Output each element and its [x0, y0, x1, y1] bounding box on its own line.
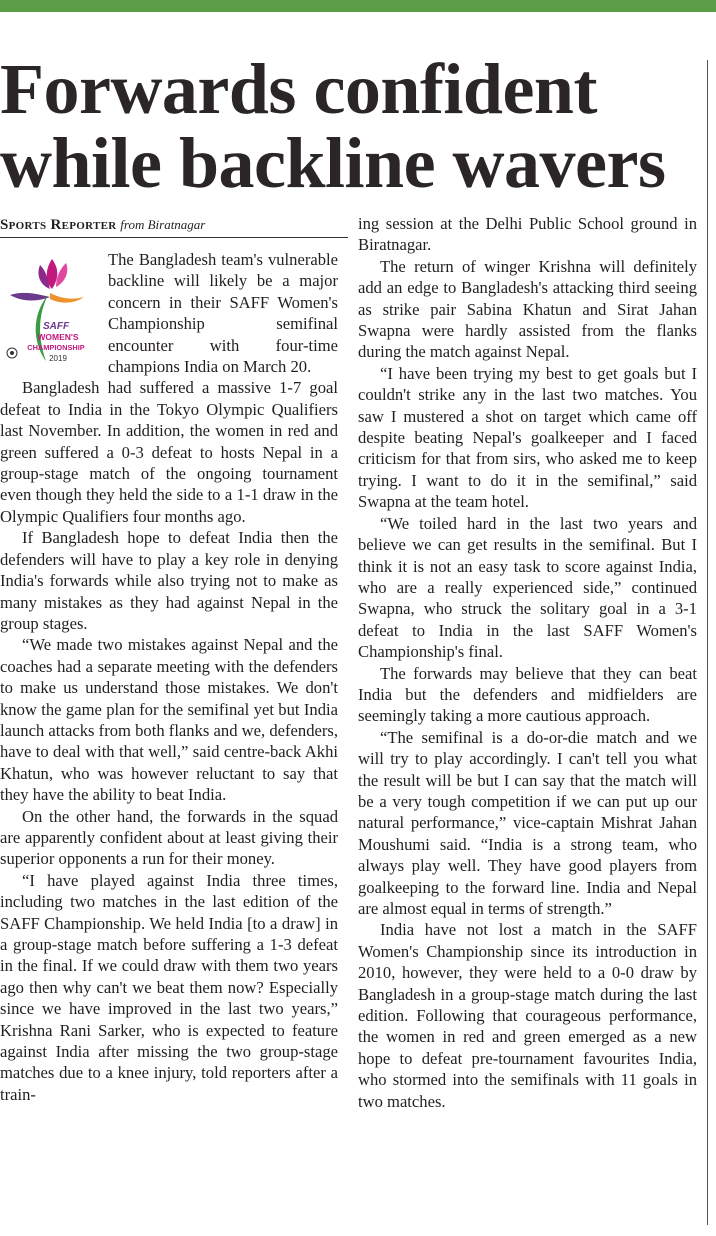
paragraph: The return of winger Krishna will definitely add an edge to Bangladesh's attacking third seeing as strike pair Sabina Khatun and Sirat Jahan Swapna were hardly assisted from the flanks during the match against Nepal. [358, 256, 697, 362]
headline-line-2: while backline wavers [0, 123, 666, 203]
paragraph: “The semifinal is a do-or-die match and we will try to play accordingly. I can't tell you what the result will be but I can say that the match will be a very tough competition if we can put up our natural performance,” vice-captain Mishrat Jahan Moushumi said. “India is a strong team, who always play well. They have good players from goalkeeping to the forward line. India and Nepal are almost equal in terms of strength.” [358, 727, 697, 918]
logo-swoosh-icon [50, 293, 84, 303]
paragraph: “I have been trying my best to get goals but I couldn't strike any in the last two matches. You saw I mustered a shot on target which came off despite beating Nepal's goalkeeper and I faced criticism for that from sirs, who asked me to keep trying. I want to do it in the semifinal,” said Swapna at the team hotel. [358, 363, 697, 512]
paragraph: The Bangladesh team's vulnerable backline will likely be a major concern in their SAFF Women's Championship semifinal encounter with four-time champions India on March 20. [108, 250, 338, 377]
article-column-2 [358, 213, 697, 1112]
logo-womens-text: WOMEN'S [37, 332, 79, 342]
logo-saff-text: SAFF [42, 321, 70, 332]
logo-flame-icon [56, 263, 67, 287]
byline-location: from Biratnagar [120, 217, 206, 232]
paragraph: Bangladesh had suffered a massive 1-7 goal defeat to India in the Tokyo Olympic Qualifiers last November. In addition, the women in red and green suffered a 0-3 defeat to hosts Nepal in a group-stage match of the ongoing tournament even though they held the side to a 1-1 draw in the Olympic Qualifiers four months ago. [0, 378, 338, 526]
paragraph: “We made two mistakes against Nepal and the coaches had a separate meeting with the defenders to make us understand those mistakes. We don't know the game plan for the semifinal yet but India launch attacks from both flanks and we, defenders, have to deal with that well,” said centre-back Akhi Khatun, who was however reluctant to say that they have the ability to beat India. [0, 635, 338, 805]
logo-championship-text: CHAMPIONSHIP [27, 343, 85, 352]
paragraph: India have not lost a match in the SAFF Women's Championship since its introduction in 2010, however, they were held to a 0-0 draw by Bangladesh in a group-stage match during the last edition. Following that courageous performance, the women in red and green emerged as a new hope to defeat pre-tournament favourites India, who stormed into the semifinals with 11 goals in two matches. [358, 920, 697, 1111]
article-column-1 [0, 249, 338, 1105]
paragraph: If Bangladesh hope to defeat India then the defenders will have to play a key role in denying India's forwards while also trying not to make as many mistakes as they had against Nepal in the group stages. [0, 528, 338, 633]
paragraph: “I have played against India three times, including two matches in the last edition of the SAFF Championship. We held India [to a draw] in a group-stage match before suffering a 1-3 defeat in the final. If we could draw with them two years ago then why can't we beat them now? Especially since we have improved in the last two years,” Krishna Rani Sarker, who is expected to feature against India after missing the two group-stage matches due to a knee injury, told reporters after a train- [0, 870, 338, 1104]
paragraph: The forwards may believe that they can beat India but the defenders and midfielders are seemingly taking a more cautious approach. [358, 663, 697, 726]
byline-reporter: Sports Reporter [0, 217, 117, 233]
headline [0, 49, 710, 203]
paragraph: “We toiled hard in the last two years and believe we can get results in the semifinal. But I think it is not an easy task to score against India, who are a really experienced side,” continued Swapna, who struck the solitary goal in a 3-1 defeat to India in the last SAFF Women's Championship's final. [358, 513, 697, 662]
headline-line-1: Forwards confident [0, 49, 597, 129]
top-color-bar [0, 0, 716, 12]
byline [0, 216, 348, 238]
logo-swoosh-icon [10, 293, 50, 301]
column-divider-rule [707, 60, 708, 1225]
paragraph: ing session at the Delhi Public School ground in Biratnagar. [358, 214, 697, 255]
logo-year-text: 2019 [49, 354, 67, 363]
saff-championship-logo [0, 253, 100, 368]
paragraph: On the other hand, the forwards in the squad are apparently confident about at least giving their superior opponents a run for their money. [0, 806, 338, 869]
